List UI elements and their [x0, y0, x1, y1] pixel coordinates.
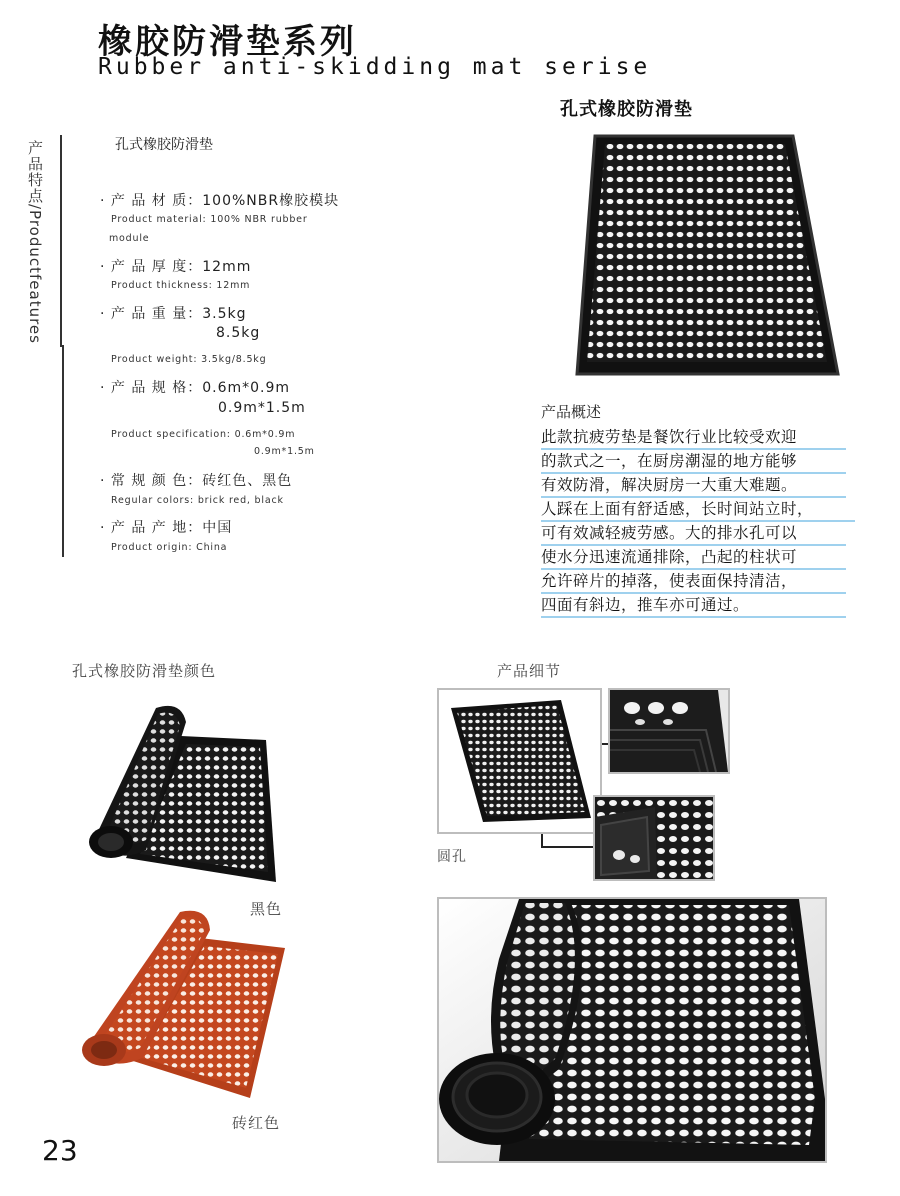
details-section-label: 产品细节 — [497, 662, 562, 680]
overview-line: 此款抗疲劳垫是餐饮行业比较受欢迎 — [541, 426, 846, 450]
detail-flat-mat-frame — [437, 688, 602, 834]
product-heading: 孔式橡胶防滑垫 — [560, 99, 693, 120]
overview-line: 允许碎片的掉落，使表面保持清洁， — [541, 570, 846, 594]
overview-line: 人踩在上面有舒适感，长时间站立时， — [541, 498, 855, 522]
overview-line: 四面有斜边，推车亦可通过。 — [541, 594, 846, 618]
spec-size-en-2: 0.9m*1.5m — [254, 446, 315, 457]
sidebar-divider — [60, 135, 62, 347]
page-title: 橡胶防滑垫系列 — [98, 22, 357, 62]
spec-material-en: Product material: 100% NBR rubber — [111, 214, 308, 225]
detail-texture-image — [595, 797, 713, 879]
detail-large-image — [439, 899, 825, 1161]
spec-size-cn-2: 0.9m*1.5m — [218, 400, 306, 416]
connector-line — [541, 846, 593, 848]
spec-size-en: Product specification: 0.6m*0.9m — [111, 429, 296, 440]
page-number: 23 — [42, 1134, 78, 1167]
spec-colors-en: Regular colors: brick red, black — [111, 495, 284, 506]
black-mat-image — [86, 700, 286, 890]
red-color-label: 砖红色 — [232, 1114, 281, 1132]
spec-thickness-cn: · 产 品 厚 度：12mm — [100, 259, 252, 275]
spec-origin-en: Product origin: China — [111, 542, 228, 553]
spec-title: 孔式橡胶防滑垫 — [115, 137, 213, 153]
overview-line: 使水分迅速流通排除，凸起的柱状可 — [541, 546, 846, 570]
connector-line — [602, 743, 608, 745]
colors-section-label: 孔式橡胶防滑垫颜色 — [72, 662, 217, 680]
sidebar-divider-lower — [62, 345, 64, 557]
spec-size-cn: · 产 品 规 格：0.6m*0.9m — [100, 380, 291, 396]
spec-material-cn: · 产 品 材 质：100%NBR橡胶模块 — [100, 193, 340, 209]
detail-edge-frame — [608, 688, 730, 774]
spec-thickness-en: Product thickness: 12mm — [111, 280, 251, 291]
sidebar-label: 产品特点/Productfeatures — [26, 140, 44, 344]
spec-origin-cn: · 产 品 产 地：中国 — [100, 520, 233, 536]
overview-line: 可有效减轻疲劳感。大的排水孔可以 — [541, 522, 846, 546]
main-product-image — [555, 130, 855, 380]
spec-material-en-2: module — [109, 233, 150, 244]
overview-title: 产品概述 — [541, 403, 602, 421]
detail-edge-image — [610, 690, 728, 772]
red-mat-image — [80, 908, 290, 1098]
spec-weight-cn-2: 8.5kg — [216, 325, 261, 341]
black-color-label: 黑色 — [250, 900, 283, 918]
detail-flat-mat-image — [439, 690, 600, 832]
spec-weight-en: Product weight: 3.5kg/8.5kg — [111, 354, 267, 365]
page-subtitle: Rubber anti-skidding mat serise — [98, 54, 652, 80]
detail-texture-frame — [593, 795, 715, 881]
overview-line: 的款式之一，在厨房潮湿的地方能够 — [541, 450, 846, 474]
spec-colors-cn: · 常 规 颜 色：砖红色、黑色 — [100, 473, 293, 489]
round-hole-label: 圆孔 — [437, 849, 467, 865]
spec-weight-cn: · 产 品 重 量：3.5kg — [100, 306, 247, 322]
overview-line: 有效防滑，解决厨房一大重大难题。 — [541, 474, 846, 498]
detail-large-frame — [437, 897, 827, 1163]
